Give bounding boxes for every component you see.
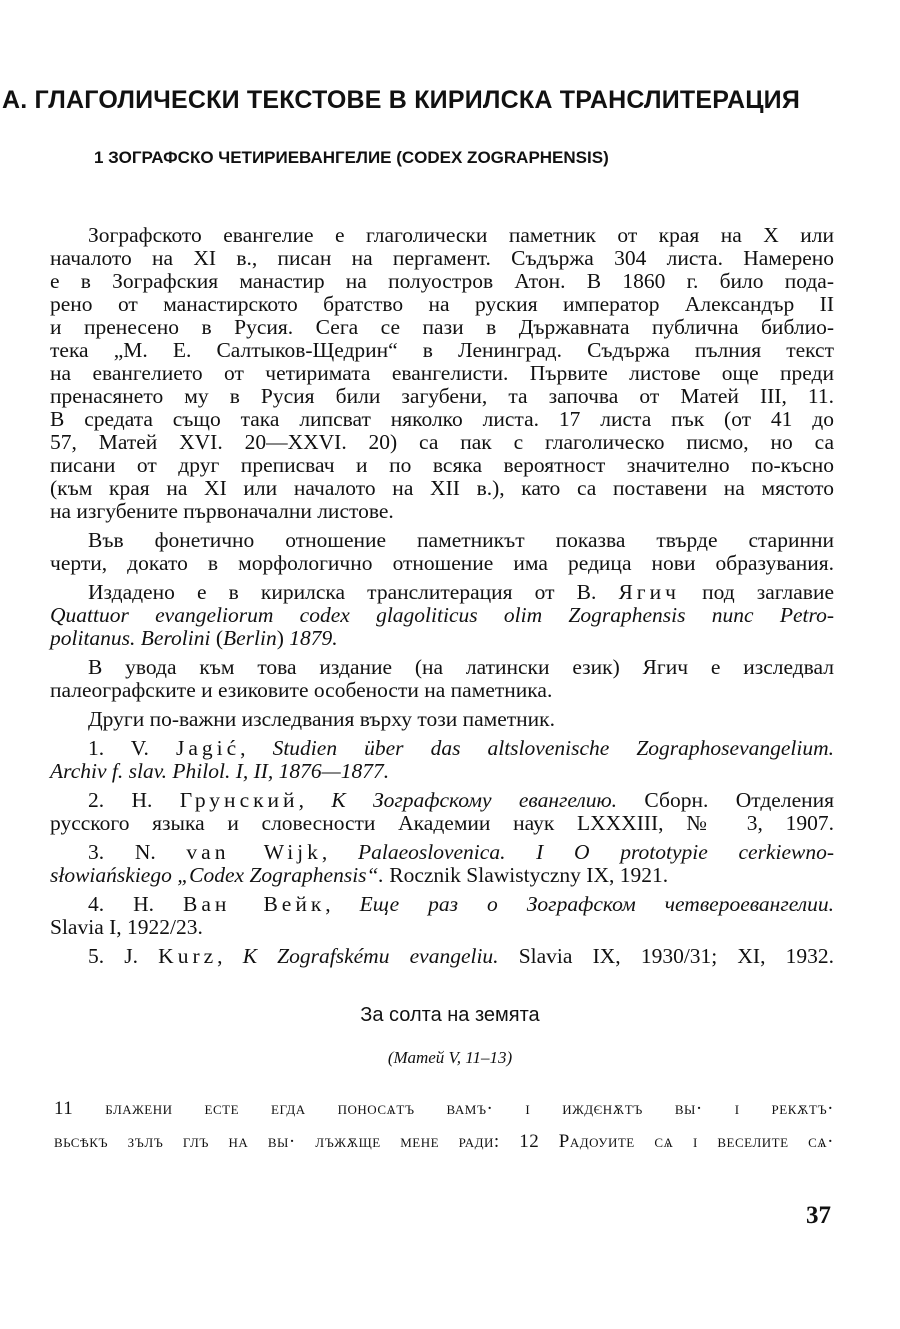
text-line <box>50 945 834 968</box>
text-reference: (Матей V, 11–13) <box>387 1048 513 1067</box>
text-line <box>50 362 834 385</box>
author-name: Грунский <box>179 788 299 812</box>
text: , <box>240 736 273 760</box>
text-line <box>50 812 834 835</box>
text-line <box>50 679 834 702</box>
text-line <box>50 477 834 500</box>
text: на изгубените първоначални листове. <box>50 499 394 523</box>
text: , <box>321 840 358 864</box>
reference-entry <box>50 945 834 968</box>
text-line <box>50 656 834 679</box>
italic-text: Еще раз о Зографском четвероевангелии. <box>359 892 834 916</box>
text: е в Зографския манастир на полуостров Атон. В 1860 г. било пода- <box>50 269 834 293</box>
text-line <box>50 760 834 783</box>
text: Rocznik Slawistyczny IX, 1921. <box>383 863 669 887</box>
text: Slavia I, 1922/23. <box>50 915 203 939</box>
italic-text: Palaeoslovenica. I O prototypie cerkiewno- <box>357 840 834 864</box>
paragraph <box>50 708 834 731</box>
author-name: Ягич <box>618 580 680 604</box>
italic-text: Berlin <box>223 626 277 650</box>
text: черти, докато в морфологично отношение има редица нови образувания. <box>50 551 834 575</box>
text-line <box>50 270 834 293</box>
text-line <box>50 916 834 939</box>
italic-text: Quattuor evangeliorum codex glagoliticus olim Zographensis nunc Petro- <box>50 603 834 627</box>
text-line <box>50 500 834 523</box>
section-heading: 1 ЗОГРАФСКО ЧЕТИРИЕВАНГЕЛИЕ (CODEX ZOGRAPHENSIS) <box>94 148 609 167</box>
body-text <box>50 224 834 968</box>
text-line <box>50 552 834 575</box>
text: , <box>325 892 360 916</box>
italic-text: Studien über das altslovenische Zographosevangelium. <box>272 736 834 760</box>
text: 57, Матей XVI. 20—XXVI. 20) са пак с глаголическо писмо, но са <box>50 430 834 454</box>
text: и пренесено в Русия. Сега се пази в Държавната публична библио- <box>50 315 834 339</box>
text-title: За солта на земята <box>360 1004 540 1026</box>
italic-text: К Зографскому евангелию. <box>331 788 618 812</box>
text-line <box>50 841 834 864</box>
page-heading: А. ГЛАГОЛИЧЕСКИ ТЕКСТОВЕ В КИРИЛСКА ТРАНСЛИТЕРАЦИЯ <box>2 86 801 114</box>
text: палеографските и езиковите особености на паметника. <box>50 678 553 702</box>
text-line <box>50 708 834 731</box>
text-line <box>50 893 834 916</box>
text: ) <box>276 626 290 650</box>
text: , <box>217 944 243 968</box>
slavonic-line: 11 блажени есте егда поносѧтъ вамъ· і иждєнѫтъ вы· і рекѫтъ· <box>54 1098 834 1119</box>
italic-text: politanus. Berolini <box>50 626 211 650</box>
text: (към края на XI или началото на XII в.), като са поставени на мястото <box>50 476 834 500</box>
text: 2. Н. <box>88 788 180 812</box>
text: началото на XI в., писан на пергамент. Съдържа 304 листа. Намерено <box>50 246 834 270</box>
text-line <box>50 529 834 552</box>
reference-entry <box>50 841 834 887</box>
reference-entry <box>50 893 834 939</box>
text: под заглавие <box>679 580 834 604</box>
italic-text: 1879. <box>289 626 338 650</box>
text-line <box>50 627 834 650</box>
text: Други по-важни изследвания върху този паметник. <box>88 707 556 731</box>
italic-text: K Zografskému evangeliu. <box>242 944 499 968</box>
slavonic-line: вьсѣкъ зълъ глъ на вы· лъжѫще мене ради: 12 Радоуите сѧ і веселите сѧ· <box>54 1131 834 1152</box>
text: , <box>298 788 332 812</box>
reference-entry <box>50 737 834 783</box>
text: 1. V. <box>88 736 176 760</box>
paragraph <box>50 529 834 575</box>
author-name: van Wijk <box>186 840 322 864</box>
text-line <box>50 339 834 362</box>
text: В увода към това издание (на латински език) Ягич е изследвал <box>88 655 834 679</box>
page-number: 37 <box>806 1202 831 1229</box>
paragraph <box>50 581 834 650</box>
text: Slavia IX, 1930/31; XI, 1932. <box>498 944 834 968</box>
author-name: Ван Вейк <box>183 892 326 916</box>
text: Сборн. Отделения <box>617 788 835 812</box>
paragraph <box>50 224 834 523</box>
italic-text: Archiv f. slav. Philol. I, II, 1876—1877. <box>50 759 390 783</box>
text-line <box>50 293 834 316</box>
text-line <box>50 431 834 454</box>
text: рено от манастирското братство на руския император Александър II <box>50 292 834 316</box>
author-name: Kurz <box>158 944 218 968</box>
text: 5. J. <box>88 944 159 968</box>
text: писани от друг преписвач и по всяка вероятност значително по-късно <box>50 453 834 477</box>
text-line <box>50 408 834 431</box>
text-line <box>50 316 834 339</box>
italic-text: słowiańskiego „Codex Zographensis“. <box>50 863 384 887</box>
author-name: Jagić <box>175 736 241 760</box>
text-line <box>50 385 834 408</box>
text-line <box>50 864 834 887</box>
text: 3. N. <box>88 840 187 864</box>
text: русского языка и словесности Академии наук LXXXIII, № 3, 1907. <box>50 811 834 835</box>
text-line <box>50 454 834 477</box>
text: тека „М. Е. Салтыков-Щедрин“ в Ленинград. Съдържа пълния текст <box>50 338 834 362</box>
paragraph <box>50 656 834 702</box>
reference-entry <box>50 789 834 835</box>
text: на евангелието от четиримата евангелисти. Първите листове още преди <box>50 361 834 385</box>
text: ( <box>210 626 223 650</box>
text-line <box>50 247 834 270</box>
text: Във фонетично отношение паметникът показва твърде старинни <box>88 528 834 552</box>
text: 4. Н. <box>88 892 184 916</box>
text: Издадено е в кирилска транслитерация от В. <box>88 580 619 604</box>
text-line <box>50 581 834 604</box>
text: пренасянето му в Русия били загубени, та започва от Матей III, 11. <box>50 384 834 408</box>
text-line <box>50 737 834 760</box>
text: В средата също така липсват няколко листа. 17 листа пък (от 41 до <box>50 407 834 431</box>
text-line <box>50 224 834 247</box>
text-line <box>50 604 834 627</box>
text-line <box>50 789 834 812</box>
text: Зографското евангелие е глаголически паметник от края на X или <box>88 223 834 247</box>
